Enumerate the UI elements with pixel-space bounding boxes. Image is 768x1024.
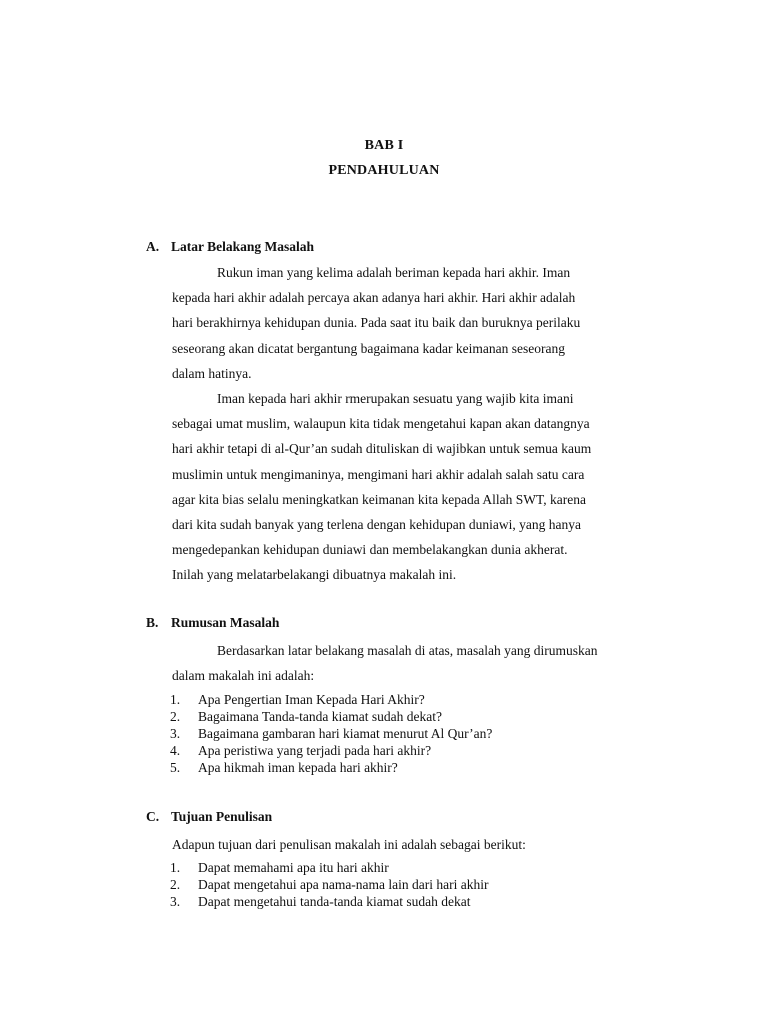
paragraph-line: dalam makalah ini adalah:	[172, 668, 315, 684]
objective-list	[170, 859, 489, 910]
section-c-letter: C.	[146, 809, 160, 824]
list-number: 3.	[170, 894, 181, 909]
list-text: Bagaimana gambaran hari kiamat menurut Al Qur’an?	[198, 726, 493, 741]
list-number: 2.	[170, 709, 181, 724]
paragraph-line: mengedepankan kehidupan duniawi dan membelakangkan dunia akherat.	[172, 542, 568, 558]
paragraph-line: dalam hatinya.	[172, 365, 252, 381]
section-c-heading	[146, 809, 272, 825]
section-c-title: Tujuan Penulisan	[171, 809, 273, 824]
paragraph-line: Rukun iman yang kelima adalah beriman kepada hari akhir. Iman	[217, 265, 571, 280]
list-number: 1.	[170, 692, 181, 707]
list-item	[170, 893, 489, 910]
paragraph-line: kepada hari akhir adalah percaya akan adanya hari akhir. Hari akhir adalah	[172, 290, 576, 306]
paragraph-line: muslimin untuk mengimaninya, mengimani hari akhir adalah salah satu cara	[172, 466, 585, 482]
list-item	[170, 759, 492, 776]
chapter-number: BAB I	[364, 138, 404, 153]
list-text: Bagaimana Tanda-tanda kiamat sudah dekat?	[198, 709, 442, 724]
chapter-title: PENDAHULUAN	[328, 163, 440, 178]
section-a-body	[172, 260, 656, 588]
section-b-letter: B.	[146, 615, 159, 630]
list-number: 3.	[170, 726, 181, 741]
paragraph-line: hari berakhirnya kehidupan dunia. Pada saat itu baik dan buruknya perilaku	[172, 315, 581, 331]
paragraph-line: sebagai umat muslim, walaupun kita tidak mengetahui kapan akan datangnya	[172, 416, 590, 432]
problem-list	[170, 691, 492, 776]
section-a-heading	[146, 239, 314, 255]
paragraph-line: Adapun tujuan dari penulisan makalah ini adalah sebagai berikut:	[172, 837, 526, 852]
paragraph-line: dari kita sudah banyak yang terlena dengan kehidupan duniawi, yang hanya	[172, 517, 581, 533]
paragraph-line: seseorang akan dicatat bergantung bagaimana kadar keimanan seseorang	[172, 340, 565, 356]
list-text: Apa hikmah iman kepada hari akhir?	[198, 760, 398, 775]
list-number: 2.	[170, 877, 181, 892]
list-item	[170, 691, 492, 708]
paragraph-line: Berdasarkan latar belakang masalah di atas, masalah yang dirumuskan	[217, 643, 598, 658]
section-b-title: Rumusan Masalah	[171, 615, 280, 630]
list-item	[170, 859, 489, 876]
paragraph-line: Iman kepada hari akhir rmerupakan sesuatu yang wajib kita imani	[217, 391, 574, 407]
section-b-body	[172, 638, 656, 688]
section-c-body	[172, 832, 656, 857]
list-text: Dapat memahami apa itu hari akhir	[198, 860, 389, 875]
paragraph-line: agar kita bias selalu meningkatkan keimanan kita kepada Allah SWT, karena	[172, 491, 586, 507]
list-number: 4.	[170, 743, 181, 758]
list-item	[170, 708, 492, 725]
paragraph-line: hari akhir tetapi di al-Qur’an sudah dituliskan di wajibkan untuk semua kaum	[172, 441, 592, 457]
section-a-letter: A.	[146, 239, 160, 254]
list-item	[170, 742, 492, 759]
section-b-heading	[146, 615, 279, 631]
list-text: Dapat mengetahui apa nama-nama lain dari hari akhir	[198, 877, 489, 892]
list-text: Dapat mengetahui tanda-tanda kiamat sudah dekat	[198, 894, 471, 909]
list-item	[170, 725, 492, 742]
list-number: 5.	[170, 760, 181, 775]
list-number: 1.	[170, 860, 181, 875]
section-a-title: Latar Belakang Masalah	[171, 239, 315, 254]
list-text: Apa peristiwa yang terjadi pada hari akhir?	[198, 743, 432, 758]
list-text: Apa Pengertian Iman Kepada Hari Akhir?	[198, 692, 425, 707]
list-item	[170, 876, 489, 893]
paragraph-line: Inilah yang melatarbelakangi dibuatnya makalah ini.	[172, 567, 457, 583]
